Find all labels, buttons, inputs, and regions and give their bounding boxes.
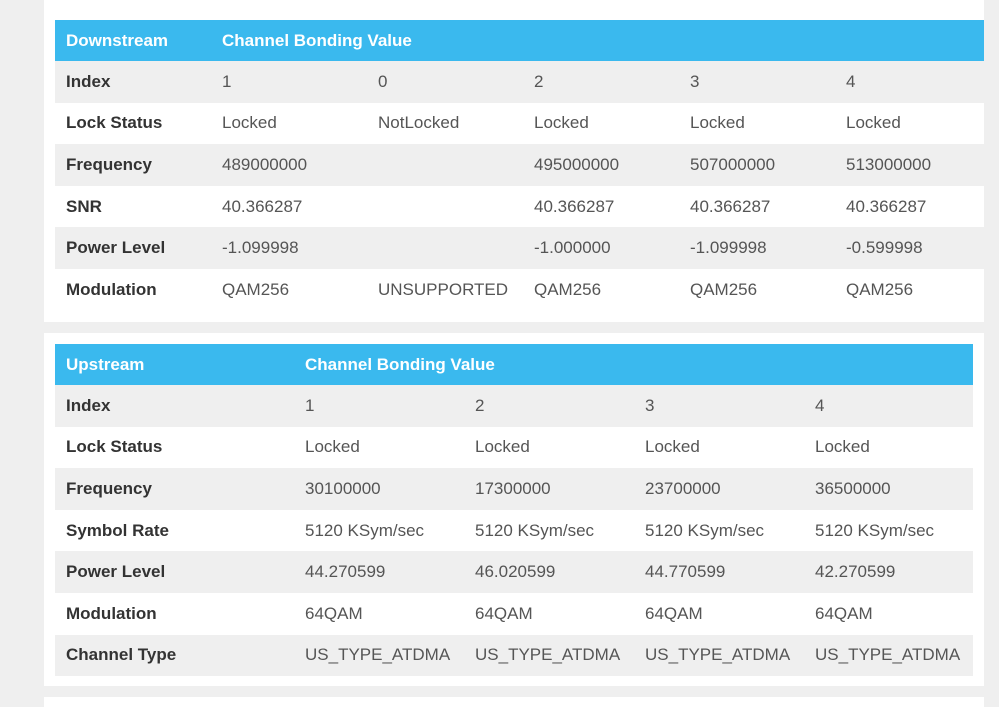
upstream-title: Upstream	[55, 344, 294, 385]
upstream-symbol-rate-value: 5120 KSym/sec	[804, 510, 973, 552]
upstream-power-level-label: Power Level	[55, 551, 294, 593]
upstream-channel-type-value: US_TYPE_ATDMA	[464, 635, 634, 677]
downstream-title: Downstream	[55, 20, 211, 61]
downstream-snr-value: 40.366287	[523, 186, 679, 228]
upstream-value-title: Channel Bonding Value	[294, 344, 973, 385]
downstream-modulation-value: UNSUPPORTED	[367, 269, 523, 311]
upstream-symbol-rate-value: 5120 KSym/sec	[634, 510, 804, 552]
downstream-index-value: 0	[367, 61, 523, 103]
downstream-frequency-value	[367, 144, 523, 186]
upstream-panel	[44, 333, 984, 686]
downstream-snr-value: 40.366287	[679, 186, 835, 228]
upstream-index-value: 1	[294, 385, 464, 427]
table-row	[55, 635, 973, 677]
downstream-lock-status-value: Locked	[523, 103, 679, 145]
upstream-modulation-value: 64QAM	[294, 593, 464, 635]
downstream-power-level-value: -1.099998	[211, 227, 367, 269]
table-row	[55, 427, 973, 469]
downstream-lock-status-value: Locked	[211, 103, 367, 145]
downstream-lock-status-value: Locked	[835, 103, 984, 145]
downstream-index-value: 1	[211, 61, 367, 103]
downstream-modulation-value: QAM256	[679, 269, 835, 311]
upstream-header-row	[55, 344, 973, 385]
downstream-lock-status-label: Lock Status	[55, 103, 211, 145]
next-panel	[44, 697, 984, 707]
downstream-frequency-value: 489000000	[211, 144, 367, 186]
downstream-modulation-value: QAM256	[211, 269, 367, 311]
downstream-power-level-value: -1.000000	[523, 227, 679, 269]
table-row	[55, 186, 984, 228]
downstream-power-level-value: -1.099998	[679, 227, 835, 269]
downstream-snr-value: 40.366287	[211, 186, 367, 228]
upstream-index-value: 3	[634, 385, 804, 427]
upstream-power-level-value: 44.270599	[294, 551, 464, 593]
upstream-frequency-value: 36500000	[804, 468, 973, 510]
downstream-snr-value: 40.366287	[835, 186, 984, 228]
table-row	[55, 227, 984, 269]
downstream-body	[55, 61, 984, 311]
downstream-value-title: Channel Bonding Value	[211, 20, 984, 61]
upstream-symbol-rate-value: 5120 KSym/sec	[294, 510, 464, 552]
downstream-modulation-value: QAM256	[835, 269, 984, 311]
downstream-index-value: 2	[523, 61, 679, 103]
downstream-panel	[44, 0, 984, 322]
upstream-lock-status-value: Locked	[804, 427, 973, 469]
downstream-frequency-label: Frequency	[55, 144, 211, 186]
downstream-index-label: Index	[55, 61, 211, 103]
upstream-index-value: 2	[464, 385, 634, 427]
upstream-table	[55, 344, 973, 676]
downstream-frequency-value: 513000000	[835, 144, 984, 186]
downstream-index-value: 4	[835, 61, 984, 103]
downstream-lock-status-value: NotLocked	[367, 103, 523, 145]
table-row	[55, 61, 984, 103]
downstream-power-level-value: -0.599998	[835, 227, 984, 269]
downstream-table	[55, 20, 984, 311]
downstream-power-level-label: Power Level	[55, 227, 211, 269]
upstream-channel-type-value: US_TYPE_ATDMA	[804, 635, 973, 677]
table-row	[55, 103, 984, 145]
downstream-modulation-value: QAM256	[523, 269, 679, 311]
upstream-modulation-value: 64QAM	[464, 593, 634, 635]
upstream-channel-type-value: US_TYPE_ATDMA	[294, 635, 464, 677]
downstream-power-level-value	[367, 227, 523, 269]
upstream-power-level-value: 42.270599	[804, 551, 973, 593]
upstream-channel-type-label: Channel Type	[55, 635, 294, 677]
upstream-frequency-value: 30100000	[294, 468, 464, 510]
table-row	[55, 510, 973, 552]
table-row	[55, 385, 973, 427]
downstream-snr-value	[367, 186, 523, 228]
downstream-index-value: 3	[679, 61, 835, 103]
upstream-symbol-rate-value: 5120 KSym/sec	[464, 510, 634, 552]
table-row	[55, 551, 973, 593]
upstream-power-level-value: 44.770599	[634, 551, 804, 593]
table-row	[55, 144, 984, 186]
upstream-lock-status-value: Locked	[294, 427, 464, 469]
upstream-lock-status-value: Locked	[634, 427, 804, 469]
upstream-modulation-value: 64QAM	[634, 593, 804, 635]
downstream-frequency-value: 495000000	[523, 144, 679, 186]
downstream-lock-status-value: Locked	[679, 103, 835, 145]
upstream-channel-type-value: US_TYPE_ATDMA	[634, 635, 804, 677]
upstream-frequency-label: Frequency	[55, 468, 294, 510]
upstream-lock-status-value: Locked	[464, 427, 634, 469]
upstream-index-value: 4	[804, 385, 973, 427]
upstream-frequency-value: 23700000	[634, 468, 804, 510]
table-row	[55, 269, 984, 311]
upstream-modulation-label: Modulation	[55, 593, 294, 635]
downstream-frequency-value: 507000000	[679, 144, 835, 186]
upstream-frequency-value: 17300000	[464, 468, 634, 510]
upstream-index-label: Index	[55, 385, 294, 427]
upstream-symbol-rate-label: Symbol Rate	[55, 510, 294, 552]
upstream-power-level-value: 46.020599	[464, 551, 634, 593]
upstream-body	[55, 385, 973, 676]
table-row	[55, 593, 973, 635]
downstream-snr-label: SNR	[55, 186, 211, 228]
downstream-header-row	[55, 20, 984, 61]
downstream-modulation-label: Modulation	[55, 269, 211, 311]
upstream-modulation-value: 64QAM	[804, 593, 973, 635]
upstream-lock-status-label: Lock Status	[55, 427, 294, 469]
table-row	[55, 468, 973, 510]
